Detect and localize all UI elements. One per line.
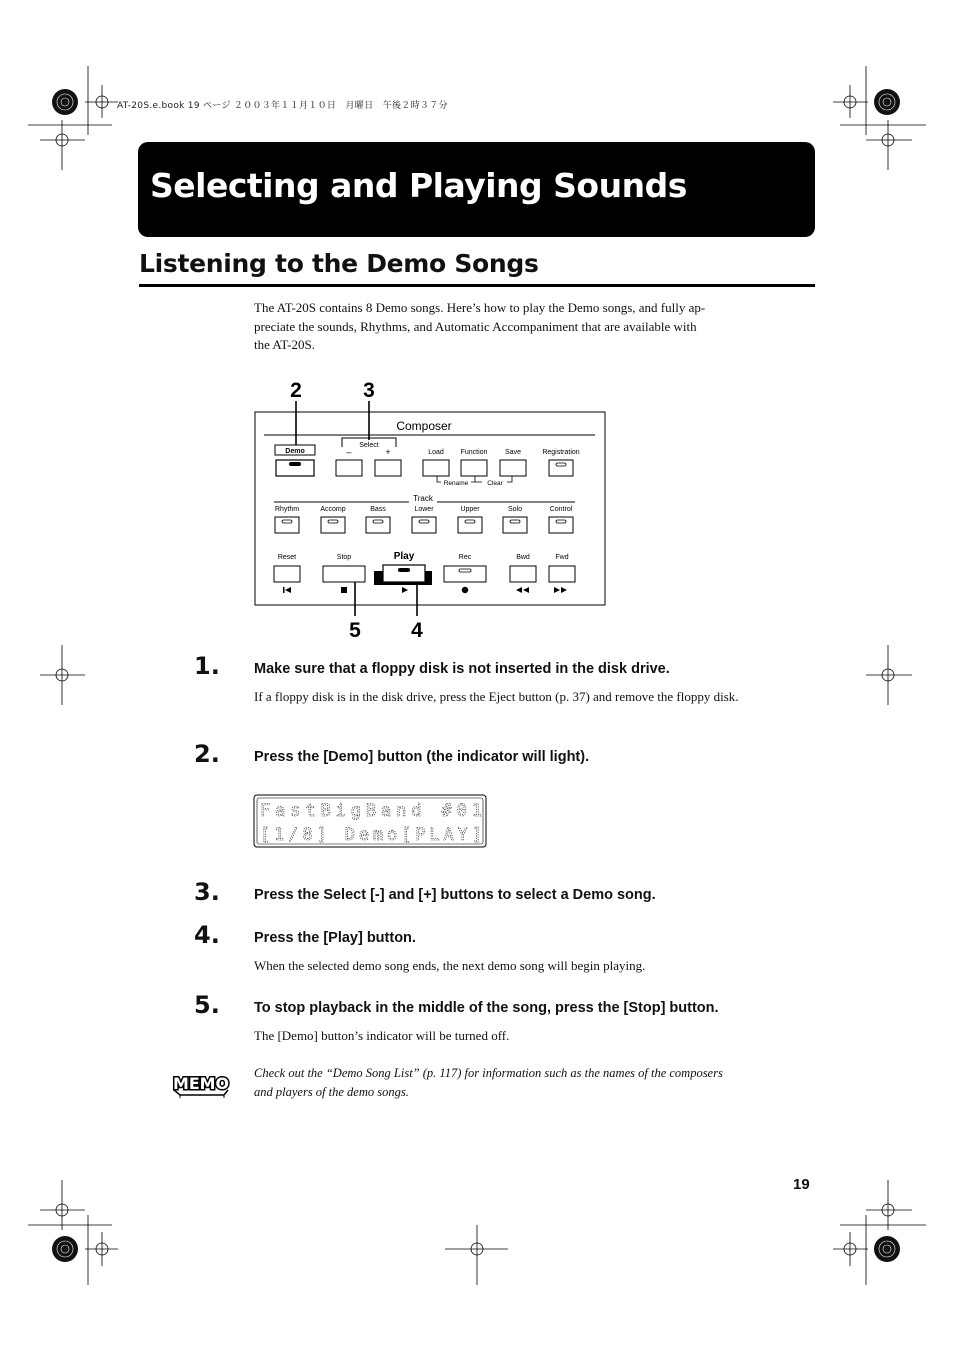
step-number: 1. bbox=[194, 652, 220, 680]
lcd-display bbox=[253, 794, 489, 850]
intro-line: The AT-20S contains 8 Demo songs. Here’s how to play the Demo songs, and fully ap- bbox=[254, 300, 706, 315]
accomp-button[interactable] bbox=[321, 517, 345, 533]
bass-button[interactable] bbox=[366, 517, 390, 533]
demo-indicator bbox=[289, 462, 301, 466]
clear-label: Clear bbox=[487, 480, 503, 487]
function-button[interactable] bbox=[461, 460, 487, 476]
minus-label: – bbox=[346, 447, 352, 457]
memo-text bbox=[254, 1064, 759, 1102]
intro-paragraph bbox=[254, 299, 764, 355]
upper-button[interactable] bbox=[458, 517, 482, 533]
load-button[interactable] bbox=[423, 460, 449, 476]
intro-line: the AT-20S. bbox=[254, 337, 315, 352]
step-body: If a floppy disk is in the disk drive, press the Eject button (p. 37) and remove the floppy disk. bbox=[254, 689, 739, 704]
step-heading: Press the [Play] button. bbox=[254, 930, 416, 946]
callout-2: 2 bbox=[290, 379, 302, 402]
play-label: Play bbox=[393, 551, 415, 562]
page-number: 19 bbox=[793, 1176, 810, 1193]
solo-button[interactable] bbox=[503, 517, 527, 533]
step-heading: Press the Select [-] and [+] buttons to select a Demo song. bbox=[254, 887, 656, 903]
intro-line: preciate the sounds, Rhythms, and Automatic Accompaniment that are available with bbox=[254, 318, 697, 334]
select-minus-button[interactable] bbox=[336, 460, 362, 476]
track-label-bass: Bass bbox=[370, 506, 386, 513]
fwd-label: Fwd bbox=[555, 554, 569, 561]
lcd-line-1: FastBigBand #01 bbox=[260, 801, 482, 821]
lower-button[interactable] bbox=[412, 517, 436, 533]
track-label-solo: Solo bbox=[507, 506, 523, 513]
play-indicator bbox=[398, 568, 410, 572]
save-button[interactable] bbox=[500, 460, 526, 476]
track-label-control: Control bbox=[549, 506, 573, 513]
step-number: 2. bbox=[194, 740, 220, 768]
memo-line: Check out the “Demo Song List” (p. 117) for information such as the names of the composers bbox=[254, 1066, 723, 1080]
callout-4: 4 bbox=[411, 619, 423, 642]
rhythm-button[interactable] bbox=[275, 517, 299, 533]
rec-icon bbox=[462, 587, 468, 593]
step-number: 4. bbox=[194, 921, 220, 949]
memo-icon bbox=[170, 1068, 232, 1100]
rec-button[interactable] bbox=[444, 566, 486, 582]
memo-badge: MEMO bbox=[173, 1074, 229, 1093]
fast-forward-icon bbox=[554, 587, 567, 593]
step-number: 3. bbox=[194, 878, 220, 906]
section-title: Listening to the Demo Songs bbox=[139, 249, 539, 278]
function-label: Function bbox=[460, 449, 488, 456]
stop-label: Stop bbox=[336, 554, 352, 561]
track-label-upper: Upper bbox=[460, 506, 480, 513]
panel-diagram bbox=[250, 372, 620, 644]
rename-label: Rename bbox=[443, 480, 469, 487]
step-body: When the selected demo song ends, the next demo song will begin playing. bbox=[254, 958, 646, 973]
bwd-button[interactable] bbox=[510, 566, 536, 582]
rewind-icon bbox=[516, 587, 529, 593]
step-heading: Press the [Demo] button (the indicator will light). bbox=[254, 749, 590, 765]
rec-label: Rec bbox=[458, 554, 472, 561]
chapter-title: Selecting and Playing Sounds bbox=[150, 166, 687, 205]
play-button[interactable] bbox=[383, 565, 425, 582]
demo-label: Demo bbox=[285, 448, 305, 455]
control-button[interactable] bbox=[549, 517, 573, 533]
composer-label: Composer bbox=[396, 419, 452, 433]
bwd-label: Bwd bbox=[516, 554, 530, 561]
callout-5: 5 bbox=[349, 619, 361, 642]
track-label-accomp: Accomp bbox=[320, 506, 346, 513]
plus-label: + bbox=[385, 447, 391, 457]
registration-button[interactable] bbox=[549, 460, 573, 476]
load-label: Load bbox=[428, 449, 444, 456]
step-heading: To stop playback in the middle of the song, press the [Stop] button. bbox=[254, 1000, 719, 1016]
stop-button[interactable] bbox=[323, 566, 365, 582]
reset-icon bbox=[283, 587, 291, 593]
step-body: The [Demo] button’s indicator will be turned off. bbox=[254, 1028, 510, 1043]
step-number: 5. bbox=[194, 991, 220, 1019]
track-label-rhythm: Rhythm bbox=[274, 506, 300, 513]
reset-button[interactable] bbox=[274, 566, 300, 582]
stop-icon bbox=[341, 587, 347, 593]
select-label: Select bbox=[359, 442, 379, 449]
reset-label: Reset bbox=[277, 554, 297, 561]
memo-line: and players of the demo songs. bbox=[254, 1085, 409, 1099]
callout-3: 3 bbox=[363, 379, 375, 402]
section-rule bbox=[139, 284, 815, 287]
track-label: Track bbox=[413, 494, 433, 503]
lcd-line-2: [1/8] Demo[PLAY] bbox=[260, 825, 482, 845]
step-heading: Make sure that a floppy disk is not inserted in the disk drive. bbox=[254, 661, 670, 677]
registration-label: Registration bbox=[542, 449, 580, 456]
select-plus-button[interactable] bbox=[375, 460, 401, 476]
file-header: AT-20S.e.book 19 ページ ２００３年１１月１０日 月曜日 午後２時３７分 bbox=[117, 101, 448, 111]
fwd-button[interactable] bbox=[549, 566, 575, 582]
play-icon bbox=[402, 587, 408, 593]
save-label: Save bbox=[505, 449, 521, 456]
track-label-lower: Lower bbox=[414, 506, 434, 513]
